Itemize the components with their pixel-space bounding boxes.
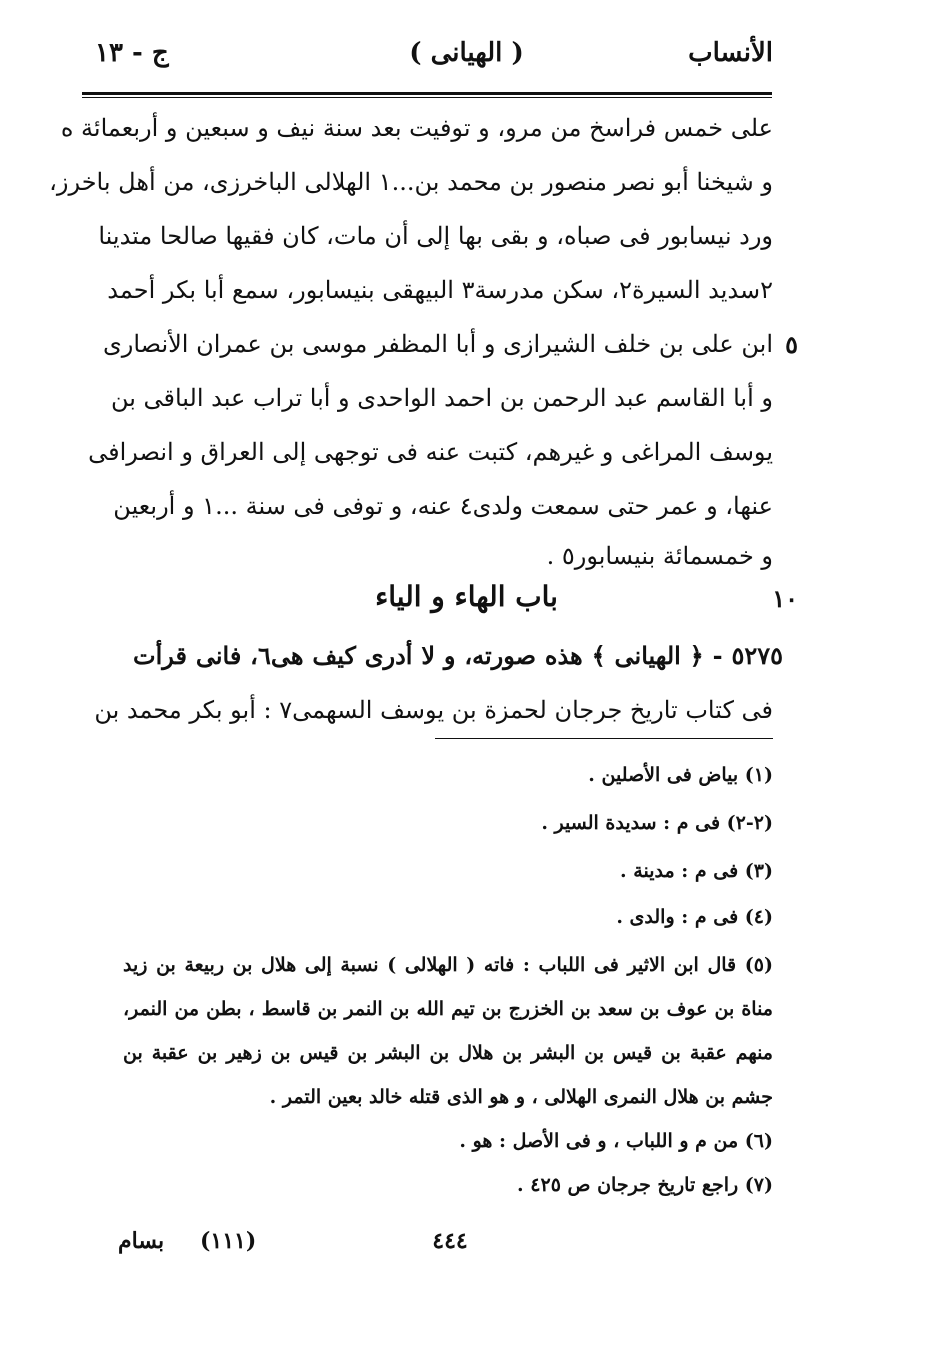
body-line: و شيخنا أبو نصر منصور بن محمد بن...١ الهلالى الباخرزى، من أهل باخرز،	[49, 168, 773, 196]
section-heading: باب الهاء و الياء	[375, 580, 558, 613]
body-line: ورد نيسابور فى صباه، و بقى بها إلى أن مات، كان فقيها صالحا متدينا	[98, 222, 773, 250]
footnote: جشم بن هلال النمرى الهلالى ، و هو الذى قتله خالد بعين التمر .	[269, 1086, 773, 1108]
footnote: (٧) راجع تاريخ جرجان ص ٤٢٥ .	[517, 1174, 773, 1196]
footnote-rule	[435, 738, 773, 739]
header-entry-title: ( الهيانى )	[409, 38, 524, 68]
footnote: (٤) فى م : والدى .	[616, 906, 773, 928]
line-number-5: ٥	[785, 330, 798, 359]
body-line: و خمسمائة بنيسابور٥ .	[546, 542, 773, 570]
footnote: مناة بن عوف بن سعد بن الخزرج بن تيم الله بن النمر بن قاسط ، بطن من النمر،	[123, 998, 773, 1020]
entry-line: فى كتاب تاريخ جرجان لحمزة بن يوسف السهمى٧ : أبو بكر محمد بن	[94, 696, 773, 724]
entry-line: ٥٢٧٥ - ﴿ الهيانى ﴾ هذه صورته، و لا أدرى كيف هى٦، فانى قرأت	[133, 641, 783, 670]
body-line: ٢سديد السيرة٢، سكن مدرسة٣ البيهقى بنيسابور، سمع أبا بكر أحمد	[107, 276, 773, 304]
footnote: (٥) قال ابن الاثير فى اللباب : فاته ( الهلالى ) نسبة إلى هلال بن ربيعة بن زيد	[123, 954, 773, 976]
body-line: على خمس فراسخ من مرو، و توفيت بعد سنة نيف و سبعين و أربعمائة ه	[60, 114, 773, 142]
footnote: (٦) من م و اللباب ، و فى الأصل : هو .	[459, 1130, 773, 1152]
footnote: (٣) فى م : مدينة .	[620, 860, 773, 882]
body-line: يوسف المراغى و غيرهم، كتبت عنه فى توجهى إلى العراق و انصرافى	[88, 438, 773, 466]
header-rule-thin	[82, 97, 772, 98]
footnote: منهم عقبة بن قيس بن البشر بن هلال بن البشر بن قيس بن زهير بن عقبة بن	[123, 1042, 773, 1064]
footnote: (٢-٢) فى م : سديدة السير .	[541, 812, 773, 834]
header-rule	[82, 92, 772, 95]
body-line: و أبا القاسم عبد الرحمن بن احمد الواحدى و أبا تراب عبد الباقى بن	[110, 384, 773, 412]
footnote: (١) بياض فى الأصلين .	[588, 764, 773, 786]
signature-number: (١١١)	[200, 1228, 257, 1254]
header-book-title: الأنساب	[688, 38, 773, 68]
header-volume: ج - ١٣	[95, 38, 169, 68]
body-line: عنها، و عمر حتى سمعت ولدى٤ عنه، و توفى فى سنة ...١ و أربعين	[113, 492, 773, 520]
page-number: ٤٤٤	[432, 1228, 468, 1254]
printer-name: بسام	[118, 1228, 165, 1254]
body-line: ابن على بن خلف الشيرازى و أبا المظفر موسى بن عمران الأنصارى	[102, 330, 773, 358]
line-number-10: ١٠	[772, 584, 798, 613]
